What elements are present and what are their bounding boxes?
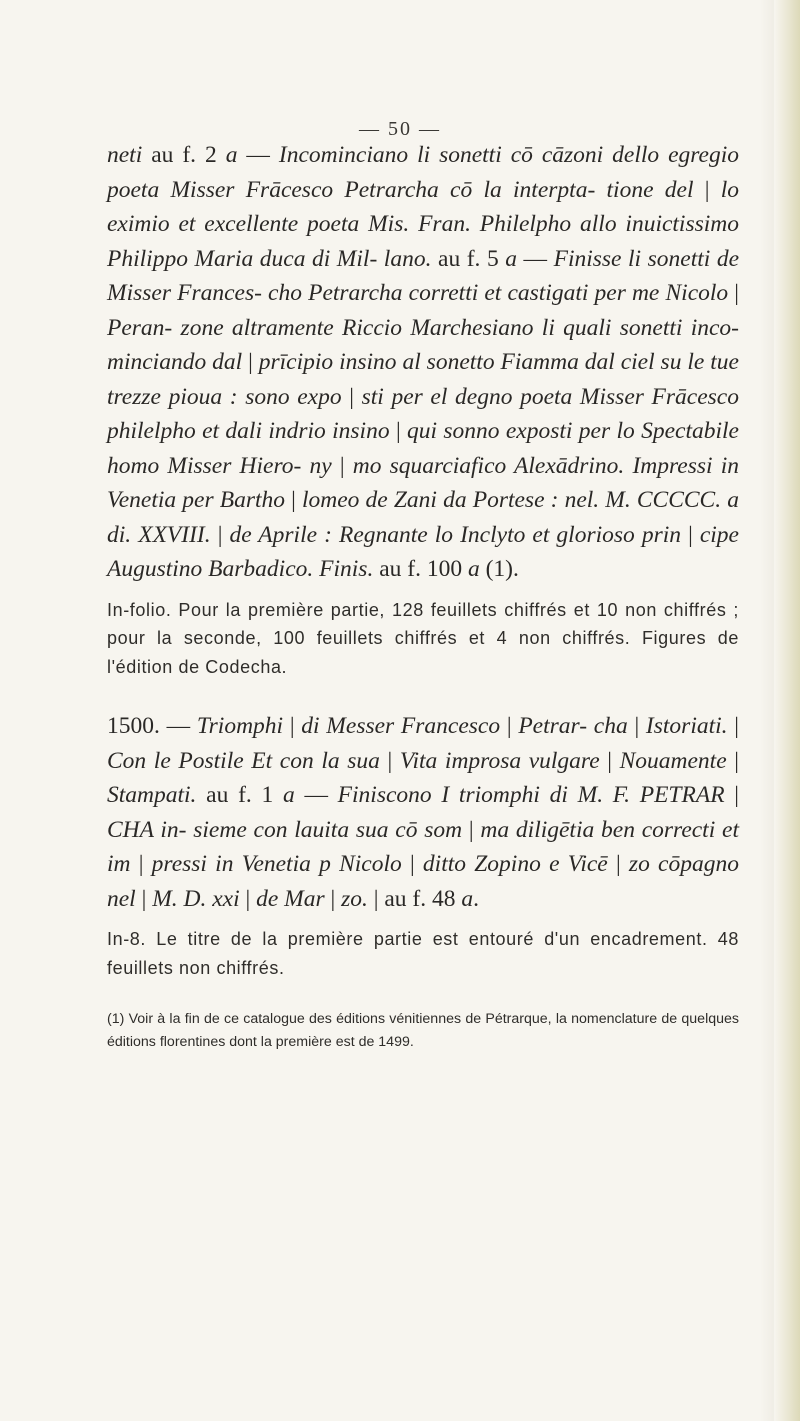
entry2-text: de Mar bbox=[256, 885, 325, 912]
entry2-text: | bbox=[599, 747, 620, 774]
entry2-text: | bbox=[462, 816, 481, 843]
entry1-text: au f. 2 bbox=[142, 142, 226, 168]
entry2-text: | bbox=[607, 851, 629, 877]
entry2-text: Finiscono I triomphi di M. F. PETRAR bbox=[337, 782, 725, 808]
entry1-text: qui sonno exposti per lo Spectabile homo Misser Hiero- ny bbox=[107, 418, 739, 479]
entry1-description: In-folio. Pour la première partie, 128 feuillets chiffrés et 10 non chiffrés ; pour la seconde, 100 feuillets chiffrés et 4 non chiffrés. Figures de l'édition de Codecha. bbox=[107, 599, 739, 677]
entry2-text: ma diligētia ben correcti et im bbox=[107, 816, 739, 877]
entry2-text: Vita improsa vulgare bbox=[399, 747, 600, 774]
entry2-text: pressi in Venetia p Nicolo bbox=[151, 851, 402, 877]
entry1-text: | bbox=[341, 383, 362, 410]
entry2-text: . bbox=[473, 885, 479, 912]
entry1-text: | bbox=[389, 418, 407, 444]
entry1-text: | bbox=[285, 487, 302, 513]
entry2-text: zo. bbox=[341, 885, 368, 912]
entry1-text: a bbox=[225, 142, 238, 168]
entry2-text: Stampati. bbox=[107, 782, 197, 808]
entry1-text: au f. 100 bbox=[373, 556, 468, 582]
entry1-text: a bbox=[505, 245, 518, 272]
entry2-text: CHA in- sieme con lauita sua cō som bbox=[107, 816, 463, 843]
entry2-text: | bbox=[727, 713, 739, 739]
entry1-text: lomeo de Zani da Portese : nel. M. CCCCC. a di. XXVIII. bbox=[107, 487, 739, 548]
entry2-text: M. D. xxi bbox=[152, 885, 240, 912]
entry1-text: lo eximio et excellente poeta Mis. Fran. Philelpho allo inuictissimo Philippo Maria duca di Mil- lano. bbox=[107, 176, 739, 272]
entry1-text: a bbox=[467, 556, 480, 582]
entry2-text: | bbox=[500, 713, 519, 739]
entry2-text: | bbox=[239, 885, 257, 912]
entry1-text: neti bbox=[107, 142, 143, 168]
entry2-text: di Messer Francesco bbox=[301, 713, 501, 739]
entry2-text: a bbox=[461, 885, 474, 912]
entry1-text: Incominciano li sonetti cō cāzoni dello egregio poeta Misser Frācesco Petrarcha cō la interpta- tione del bbox=[107, 142, 740, 203]
entry1-text: — bbox=[237, 142, 279, 168]
entry2-text: a bbox=[282, 782, 295, 808]
entry1-text: Peran- zone altramente Riccio Marchesiano li quali sonetti inco- minciando dal bbox=[107, 314, 739, 375]
entry1-text: (1). bbox=[479, 556, 519, 582]
entry2-text: zo cōpagno nel bbox=[107, 851, 739, 912]
entry1-text: | bbox=[242, 349, 259, 375]
footnote: (1) Voir à la fin de ce catalogue des éditions vénitiennes de Pétrarque, la nomenclature de quelques éditions florentines dont la première est de 1499. bbox=[107, 1011, 739, 1050]
entry2-text: | au f. 48 bbox=[367, 885, 462, 912]
entry2-text: au f. 1 bbox=[196, 782, 283, 808]
entry1-text: Finisse li sonetti de Misser Frances- cho Petrarcha corretti et castigati per me Nicolo bbox=[107, 245, 739, 306]
entry1-text: | bbox=[693, 176, 721, 203]
entry2-text: | bbox=[283, 713, 302, 739]
entry1-text: mo squarciafico Alexādrino. Impressi in Venetia per Bartho bbox=[107, 452, 740, 513]
entry2-text: Petrar- cha bbox=[518, 713, 628, 739]
entry2-text: Nouamente bbox=[619, 747, 727, 774]
entry1-text: | bbox=[681, 521, 700, 548]
page-number: — 50 — bbox=[359, 118, 441, 140]
entry2-text: | bbox=[135, 885, 153, 912]
entry2-text: Triomphi bbox=[196, 713, 284, 739]
entry1-text: — bbox=[517, 245, 554, 272]
entry2-text: | bbox=[130, 851, 152, 877]
entry2-text: | bbox=[379, 747, 400, 774]
catalogue-entry-1 bbox=[107, 138, 739, 587]
entry1-text: cipe Augustino Barbadico. Finis. bbox=[107, 521, 739, 582]
entry2-text: | bbox=[627, 713, 646, 739]
entry2-text: ditto Zopino e Vicē bbox=[422, 851, 608, 877]
entry1-text: | bbox=[210, 521, 230, 548]
entry2-text: 1500. — bbox=[107, 713, 197, 739]
entry2-text: Istoriati. bbox=[645, 713, 728, 739]
page-body bbox=[107, 128, 739, 1054]
entry2-text: | bbox=[401, 851, 423, 877]
entry2-text: | bbox=[324, 885, 342, 912]
page-gutter-shadow bbox=[760, 0, 774, 1421]
entry1-text: | bbox=[331, 452, 353, 479]
entry1-text: | bbox=[728, 280, 739, 306]
entry1-text: de Aprile : Regnante lo Inclyto et glorioso prin bbox=[229, 521, 682, 548]
entry1-text: prīcipio insino al sonetto Fiamma dal ciel su le tue trezze pioua : sono expo bbox=[107, 349, 739, 410]
entry2-description: In-8. Le titre de la première partie est entouré d'un encadrement. 48 feuillets non chiffrés. bbox=[107, 929, 739, 978]
entry2-text: — bbox=[294, 782, 338, 808]
entry2-text: | bbox=[724, 782, 739, 808]
entry1-text: au f. 5 bbox=[431, 245, 506, 272]
entry2-text: | bbox=[726, 747, 739, 774]
page-edge bbox=[774, 0, 800, 1421]
entry2-text: Con le Postile Et con la sua bbox=[107, 747, 380, 774]
catalogue-entry-2 bbox=[107, 709, 739, 916]
entry1-text: sti per el degno poeta Misser Frācesco philelpho et dali indrio insino bbox=[107, 383, 739, 444]
